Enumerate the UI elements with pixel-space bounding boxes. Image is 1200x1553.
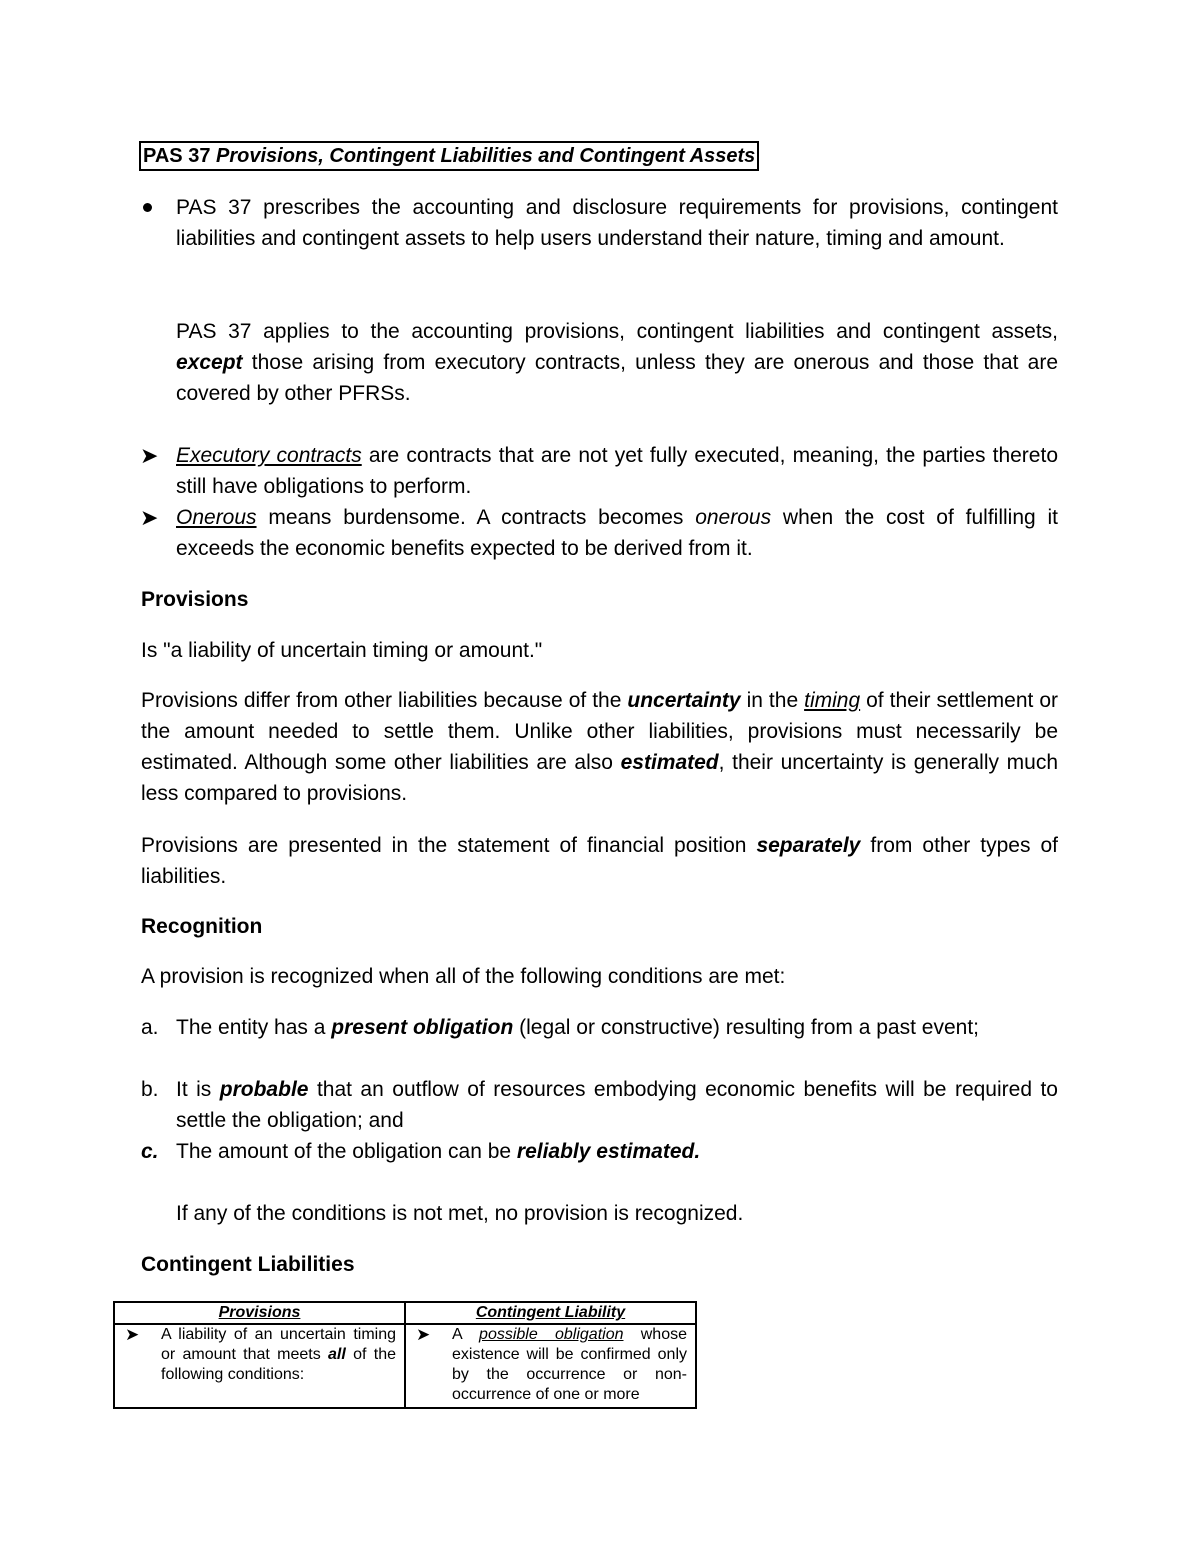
comparison-table [113,1301,697,1409]
table-header-provisions: Provisions [114,1302,405,1324]
title-italic: Provisions, Contingent Liabilities and Contingent Assets [216,145,756,167]
except-emphasis: except [176,351,243,374]
arrow-bullet-icon: ➤ [140,505,159,530]
arrow-bullet-icon: ➤ [125,1325,140,1344]
recognition-intro: A provision is recognized when all of the following conditions are met: [141,965,786,988]
recognition-note: If any of the conditions is not met, no provision is recognized. [176,1202,744,1225]
provisions-paragraph-1: Provisions differ from other liabilities because of the uncertainty in the timing of their settlement or the amount needed to settle them. Unlike other liabilities, provisions must necessarily be estimated. Although some other liabilities are also estimated, their uncertainty is generally much less compared to provisions. [141,689,1059,805]
condition-c: The amount of the obligation can be reliably estimated. [176,1140,701,1163]
condition-b: It is probable that an outflow of resources embodying economic benefits will be required to settle the obligation; and [176,1078,1058,1132]
applies-paragraph: PAS 37 applies to the accounting provisions, contingent liabilities and contingent assets, except those arising from executory contracts, unless they are onerous and those that are covered by other PFRSs. [176,320,1058,405]
arrow-bullet-icon: ➤ [416,1325,431,1344]
executory-definition: Executory contracts are contracts that are not yet fully executed, meaning, the parties thereto still have obligations to perform. [176,444,1058,498]
condition-a: The entity has a present obligation (legal or constructive) resulting from a past event; [176,1016,979,1039]
arrow-bullet-icon: ➤ [140,443,159,468]
onerous-definition: Onerous means burdensome. A contracts becomes onerous when the cost of fulfilling it exceeds the economic benefits expected to be derived from it. [176,506,1058,560]
bullet-dot-icon [143,203,152,212]
recognition-heading: Recognition [141,915,263,938]
document-title [139,141,759,171]
provisions-definition: Is "a liability of uncertain timing or amount." [141,639,543,662]
intro-paragraph: PAS 37 prescribes the accounting and disclosure requirements for provisions, contingent liabilities and contingent assets to help users understand their nature, timing and amount. [176,196,1058,250]
provisions-heading: Provisions [141,588,249,611]
onerous-term: Onerous [176,506,257,529]
table-cell-contingent-liability: ➤ A possible obligation whose existence will be confirmed only by the occurrence or non-occurrence of one or more [405,1324,696,1408]
provisions-paragraph-2: Provisions are presented in the statement of financial position separately from other types of liabilities. [141,834,1058,888]
list-marker: c. [141,1140,159,1163]
executory-term: Executory contracts [176,444,362,467]
table-header-contingent-liability: Contingent Liability [405,1302,696,1324]
table-cell-provisions: ➤ A liability of an uncertain timing or amount that meets all of the following conditions: [114,1324,405,1408]
title-prefix: PAS 37 [143,145,216,167]
list-marker: b. [141,1078,159,1101]
list-marker: a. [141,1016,159,1039]
contingent-heading: Contingent Liabilities [141,1253,355,1276]
